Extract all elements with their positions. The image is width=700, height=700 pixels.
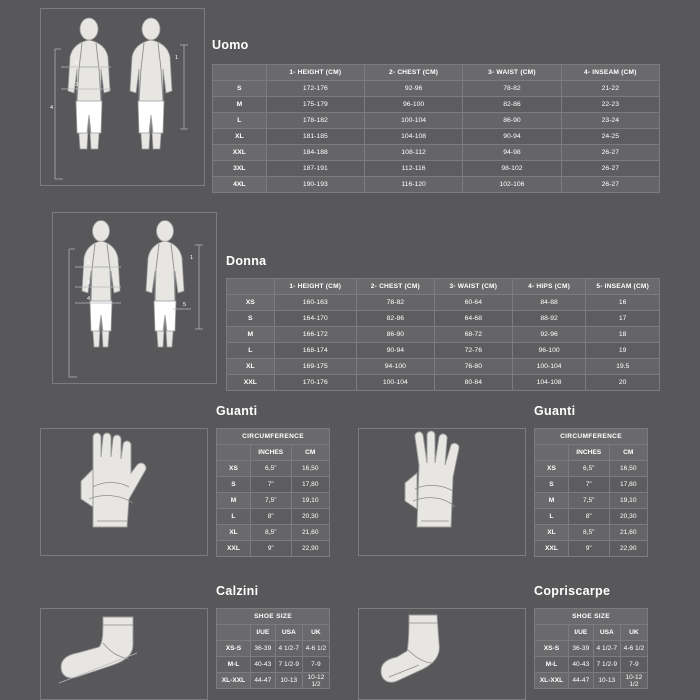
table-wrap-guanti-left <box>216 428 330 557</box>
cell-inseam: 18 <box>586 327 660 343</box>
cell-waist: 78-82 <box>463 81 561 97</box>
svg-text:2: 2 <box>75 60 79 66</box>
table-guanti-right <box>534 428 648 557</box>
cell-iue: 36-39 <box>568 641 593 657</box>
cell-size: 3XL <box>213 161 267 177</box>
table-group-header-row <box>535 609 648 625</box>
cell-inseam: 19 <box>586 343 660 359</box>
cell-size: XXL <box>535 541 569 557</box>
col-head-cm: CM <box>291 445 329 461</box>
cell-height: 164-170 <box>274 311 356 327</box>
cell-inches: 7" <box>250 477 291 493</box>
section-title-uomo: Uomo <box>212 38 249 52</box>
cell-height: 166-172 <box>274 327 356 343</box>
table-row <box>535 641 648 657</box>
cell-waist: 80-84 <box>434 375 512 391</box>
table-header-row <box>217 445 330 461</box>
table-row <box>217 525 330 541</box>
col-head-iue: I/UE <box>568 625 593 641</box>
cell-chest: 112-116 <box>364 161 462 177</box>
cell-inseam: 21-22 <box>561 81 659 97</box>
col-head-size <box>535 445 569 461</box>
cell-chest: 90-94 <box>356 343 434 359</box>
col-head-height: 1- HEIGHT (CM) <box>266 65 364 81</box>
cell-inches: 6,5" <box>250 461 291 477</box>
cell-height: 168-174 <box>274 343 356 359</box>
cell-hips: 96-100 <box>512 343 586 359</box>
col-head-size <box>217 445 251 461</box>
cell-height: 160-163 <box>274 295 356 311</box>
cell-inseam: 23-24 <box>561 113 659 129</box>
table-header-row <box>217 625 330 641</box>
col-head-chest: 2- CHEST (CM) <box>356 279 434 295</box>
table-header-row <box>535 625 648 641</box>
cell-waist: 90-94 <box>463 129 561 145</box>
cell-inches: 9" <box>250 541 291 557</box>
cell-cm: 19,10 <box>609 493 647 509</box>
col-head-size <box>213 65 267 81</box>
cell-size: XL-XXL <box>217 673 251 689</box>
cell-uk: 10-12 1/2 <box>302 673 329 689</box>
cell-chest: 100-104 <box>364 113 462 129</box>
table-row <box>535 461 648 477</box>
table-row <box>535 509 648 525</box>
group-head-circumference: CIRCUMFERENCE <box>535 429 648 445</box>
cell-chest: 100-104 <box>356 375 434 391</box>
cell-waist: 64-68 <box>434 311 512 327</box>
cell-size: XS-S <box>217 641 251 657</box>
uomo-figure-illustration <box>41 9 204 185</box>
cell-waist: 82-86 <box>463 97 561 113</box>
figure-box-guanti-left <box>40 428 208 556</box>
table-row <box>227 295 660 311</box>
glove-palm-illustration <box>359 429 525 555</box>
cell-waist: 102-106 <box>463 177 561 193</box>
cell-size: XS <box>217 461 251 477</box>
table-row <box>217 477 330 493</box>
cell-size: XXL <box>227 375 275 391</box>
cell-size: XL <box>217 525 251 541</box>
cell-cm: 20,30 <box>291 509 329 525</box>
cell-inseam: 26-27 <box>561 177 659 193</box>
col-head-usa: USA <box>275 625 302 641</box>
cell-size: XS <box>227 295 275 311</box>
cell-chest: 96-100 <box>364 97 462 113</box>
cell-inches: 8" <box>568 509 609 525</box>
group-head-shoe-size: SHOE SIZE <box>535 609 648 625</box>
cell-chest: 82-86 <box>356 311 434 327</box>
cell-uk: 7-9 <box>302 657 329 673</box>
cell-inseam: 24-25 <box>561 129 659 145</box>
table-group-header-row <box>535 429 648 445</box>
table-row <box>227 311 660 327</box>
col-head-waist: 3- WAIST (CM) <box>463 65 561 81</box>
table-row <box>213 97 660 113</box>
cell-iue: 36-39 <box>250 641 275 657</box>
col-head-uk: UK <box>620 625 647 641</box>
cell-size: M <box>217 493 251 509</box>
figure-box-calzini <box>40 608 208 700</box>
cell-hips: 84-88 <box>512 295 586 311</box>
cell-waist: 72-76 <box>434 343 512 359</box>
cell-chest: 94-100 <box>356 359 434 375</box>
col-head-cm: CM <box>609 445 647 461</box>
cell-inches: 9" <box>568 541 609 557</box>
section-title-calzini: Calzini <box>216 584 259 598</box>
table-wrap-copriscarpe <box>534 608 648 689</box>
section-title-guanti-right: Guanti <box>534 404 576 418</box>
cell-inseam: 26-27 <box>561 145 659 161</box>
cell-height: 169-175 <box>274 359 356 375</box>
cell-inches: 7,5" <box>568 493 609 509</box>
col-head-inseam: 5- INSEAM (CM) <box>586 279 660 295</box>
section-title-guanti-left: Guanti <box>216 404 258 418</box>
cell-usa: 10-13 <box>275 673 302 689</box>
cell-uk: 4-6 1/2 <box>302 641 329 657</box>
table-row <box>227 343 660 359</box>
col-head-iue: I/UE <box>250 625 275 641</box>
cell-cm: 17,80 <box>609 477 647 493</box>
cell-iue: 44-47 <box>250 673 275 689</box>
table-row <box>535 525 648 541</box>
cell-inches: 8,5" <box>250 525 291 541</box>
cell-chest: 108-112 <box>364 145 462 161</box>
cell-size: XS <box>535 461 569 477</box>
cell-cm: 21,60 <box>609 525 647 541</box>
table-group-header-row <box>217 609 330 625</box>
table-group-header-row <box>217 429 330 445</box>
table-calzini <box>216 608 330 689</box>
cell-size: M <box>535 493 569 509</box>
cell-size: S <box>227 311 275 327</box>
svg-text:5: 5 <box>183 302 187 308</box>
table-row <box>535 657 648 673</box>
col-head-chest: 2- CHEST (CM) <box>364 65 462 81</box>
section-title-donna: Donna <box>226 254 267 268</box>
cell-inches: 7,5" <box>250 493 291 509</box>
cell-waist: 98-102 <box>463 161 561 177</box>
cell-cm: 19,10 <box>291 493 329 509</box>
cell-iue: 40-43 <box>250 657 275 673</box>
cell-iue: 44-47 <box>568 673 593 689</box>
table-row <box>535 493 648 509</box>
cell-chest: 86-90 <box>356 327 434 343</box>
svg-text:3: 3 <box>87 280 91 286</box>
table-row <box>213 161 660 177</box>
table-row <box>227 327 660 343</box>
svg-text:4: 4 <box>50 105 54 111</box>
cell-size: M <box>227 327 275 343</box>
table-row <box>535 673 648 689</box>
cell-waist: 68-72 <box>434 327 512 343</box>
cell-inches: 8,5" <box>568 525 609 541</box>
section-title-copriscarpe: Copriscarpe <box>534 584 611 598</box>
cell-inseam: 20 <box>586 375 660 391</box>
cell-size: XXL <box>217 541 251 557</box>
cell-inseam: 16 <box>586 295 660 311</box>
svg-text:1: 1 <box>175 55 179 61</box>
cell-hips: 92-96 <box>512 327 586 343</box>
cell-cm: 16,50 <box>291 461 329 477</box>
cell-cm: 22,90 <box>609 541 647 557</box>
col-head-inches: INCHES <box>568 445 609 461</box>
cell-usa: 4 1/2-7 <box>275 641 302 657</box>
cell-size: M-L <box>535 657 569 673</box>
cell-height: 172-176 <box>266 81 364 97</box>
svg-text:1: 1 <box>190 255 194 261</box>
cell-waist: 76-80 <box>434 359 512 375</box>
cell-usa: 10-13 <box>593 673 620 689</box>
table-wrap-uomo <box>212 64 660 193</box>
cell-usa: 7 1/2-9 <box>275 657 302 673</box>
table-header-row <box>535 445 648 461</box>
cell-size: M-L <box>217 657 251 673</box>
group-head-shoe-size: SHOE SIZE <box>217 609 330 625</box>
table-row <box>213 177 660 193</box>
cell-hips: 100-104 <box>512 359 586 375</box>
cell-height: 170-176 <box>274 375 356 391</box>
cell-chest: 116-120 <box>364 177 462 193</box>
cell-size: L <box>227 343 275 359</box>
table-row <box>217 657 330 673</box>
cell-cm: 20,30 <box>609 509 647 525</box>
cell-size: S <box>535 477 569 493</box>
cell-inches: 8" <box>250 509 291 525</box>
figure-box-guanti-right <box>358 428 526 556</box>
svg-text:4: 4 <box>87 296 91 302</box>
sock-illustration <box>41 609 207 699</box>
cell-usa: 4 1/2-7 <box>593 641 620 657</box>
cell-size: M <box>213 97 267 113</box>
cell-inseam: 26-27 <box>561 161 659 177</box>
table-header-row <box>227 279 660 295</box>
table-uomo <box>212 64 660 193</box>
cell-inseam: 19.5 <box>586 359 660 375</box>
svg-text:3: 3 <box>75 82 79 88</box>
cell-height: 187-191 <box>266 161 364 177</box>
table-row <box>535 541 648 557</box>
shoecover-illustration <box>359 609 525 699</box>
table-donna <box>226 278 660 391</box>
col-head-size <box>535 625 569 641</box>
cell-size: XL <box>535 525 569 541</box>
table-row <box>217 641 330 657</box>
cell-waist: 60-64 <box>434 295 512 311</box>
cell-chest: 104-108 <box>364 129 462 145</box>
table-row <box>213 145 660 161</box>
cell-inches: 6,5" <box>568 461 609 477</box>
svg-text:2: 2 <box>87 260 91 266</box>
cell-hips: 88-92 <box>512 311 586 327</box>
table-row <box>535 477 648 493</box>
table-guanti-left <box>216 428 330 557</box>
table-row <box>217 493 330 509</box>
cell-size: XS-S <box>535 641 569 657</box>
table-row <box>227 375 660 391</box>
col-head-inches: INCHES <box>250 445 291 461</box>
cell-inches: 7" <box>568 477 609 493</box>
cell-cm: 16,50 <box>609 461 647 477</box>
cell-inseam: 22-23 <box>561 97 659 113</box>
col-head-usa: USA <box>593 625 620 641</box>
cell-size: XL <box>213 129 267 145</box>
col-head-size <box>227 279 275 295</box>
cell-size: 4XL <box>213 177 267 193</box>
table-row <box>217 461 330 477</box>
glove-back-illustration <box>41 429 207 555</box>
cell-usa: 7 1/2-9 <box>593 657 620 673</box>
table-wrap-guanti-right <box>534 428 648 557</box>
figure-box-donna <box>52 212 217 384</box>
table-row <box>217 509 330 525</box>
cell-size: XL-XXL <box>535 673 569 689</box>
cell-chest: 92-96 <box>364 81 462 97</box>
cell-waist: 94-98 <box>463 145 561 161</box>
cell-cm: 21,60 <box>291 525 329 541</box>
cell-size: L <box>213 113 267 129</box>
cell-height: 181-185 <box>266 129 364 145</box>
col-head-size <box>217 625 251 641</box>
cell-uk: 7-9 <box>620 657 647 673</box>
col-head-hips: 4- HIPS (CM) <box>512 279 586 295</box>
figure-box-copriscarpe <box>358 608 526 700</box>
cell-size: L <box>217 509 251 525</box>
table-row <box>227 359 660 375</box>
table-wrap-donna <box>226 278 660 391</box>
cell-chest: 78-82 <box>356 295 434 311</box>
table-header-row <box>213 65 660 81</box>
cell-size: L <box>535 509 569 525</box>
table-row <box>217 673 330 689</box>
table-row <box>217 541 330 557</box>
cell-waist: 86-90 <box>463 113 561 129</box>
cell-size: XXL <box>213 145 267 161</box>
cell-size: S <box>217 477 251 493</box>
col-head-waist: 3- WAIST (CM) <box>434 279 512 295</box>
col-head-height: 1- HEIGHT (CM) <box>274 279 356 295</box>
cell-uk: 10-12 1/2 <box>620 673 647 689</box>
cell-size: S <box>213 81 267 97</box>
cell-cm: 17,80 <box>291 477 329 493</box>
cell-height: 190-193 <box>266 177 364 193</box>
figure-box-uomo <box>40 8 205 186</box>
cell-height: 178-182 <box>266 113 364 129</box>
cell-iue: 40-43 <box>568 657 593 673</box>
cell-inseam: 17 <box>586 311 660 327</box>
cell-hips: 104-108 <box>512 375 586 391</box>
cell-uk: 4-6 1/2 <box>620 641 647 657</box>
col-head-inseam: 4- INSEAM (CM) <box>561 65 659 81</box>
donna-figure-illustration <box>53 213 216 383</box>
cell-cm: 22,90 <box>291 541 329 557</box>
table-row <box>213 129 660 145</box>
table-wrap-calzini <box>216 608 330 689</box>
cell-size: XL <box>227 359 275 375</box>
cell-height: 184-188 <box>266 145 364 161</box>
col-head-uk: UK <box>302 625 329 641</box>
table-copriscarpe <box>534 608 648 689</box>
table-row <box>213 113 660 129</box>
group-head-circumference: CIRCUMFERENCE <box>217 429 330 445</box>
cell-height: 175-179 <box>266 97 364 113</box>
table-row <box>213 81 660 97</box>
